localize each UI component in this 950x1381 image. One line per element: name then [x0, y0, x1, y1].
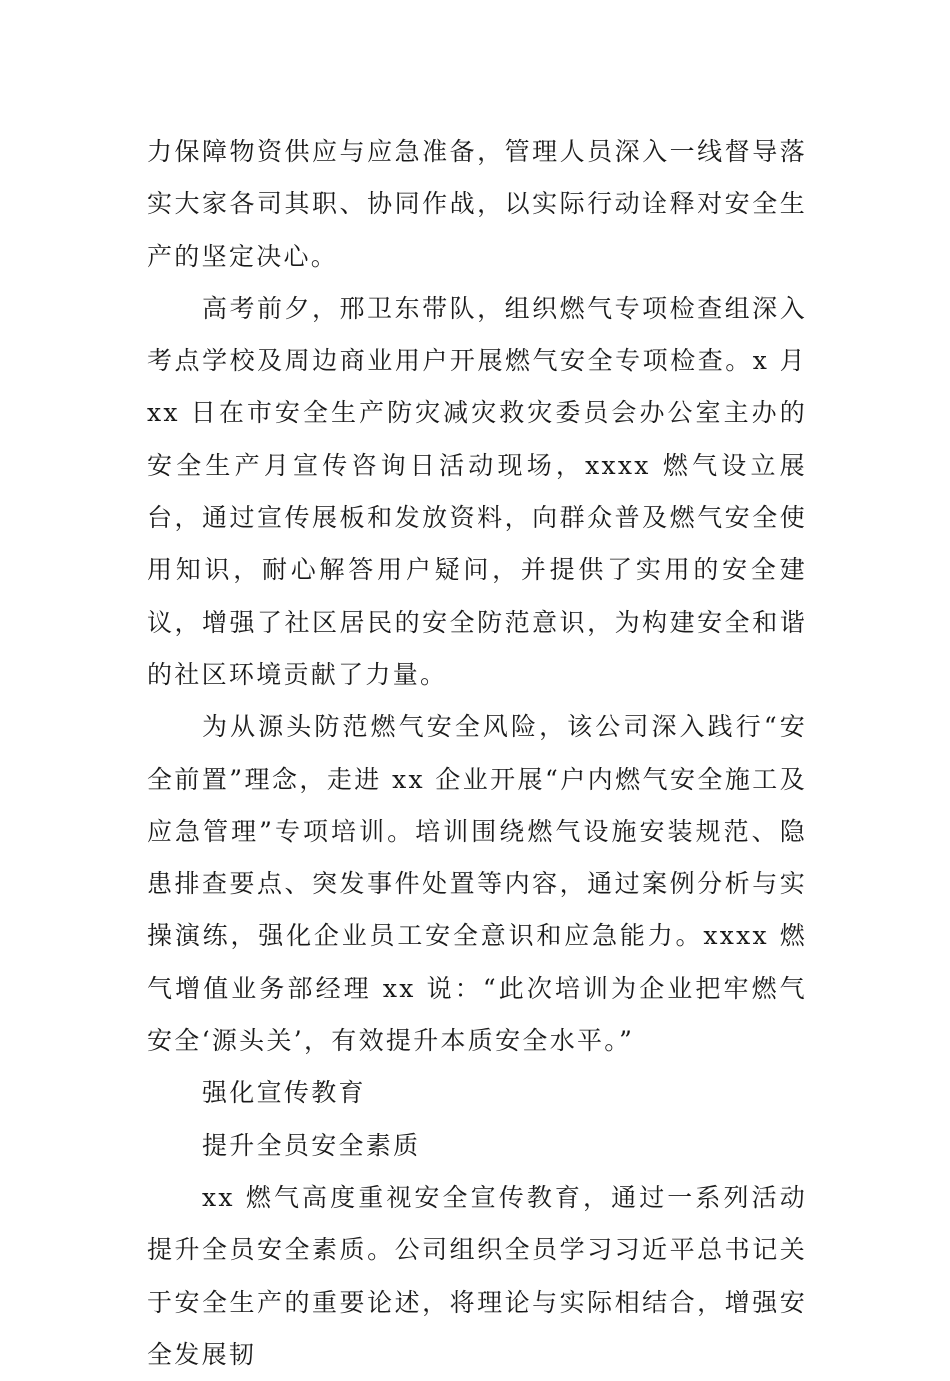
paragraph-safety-training: 为从源头防范燃气安全风险，该公司深入践行“安全前置”理念，走进 xx 企业开展“户内燃气安全施工及应急管理”专项培训。培训围绕燃气设施安装规范、隐患排查要点、突发事件处置等内容，通过案例分析与实操演练，强化企业员工安全意识和应急能力。xxxx 燃气增值业务部经理 xx 说：“此次培训为企业把牢燃气安全‘源头关’，有效提升本质安全水平。” [147, 712, 807, 1056]
document-body [147, 126, 807, 1381]
paragraph-safety-education: xx 燃气高度重视安全宣传教育，通过一系列活动提升全员安全素质。公司组织全员学习习近平总书记关于安全生产的重要论述，将理论与实际相结合，增强安全发展韧 [147, 1182, 807, 1369]
paragraph-exam-inspection: 高考前夕，邢卫东带队，组织燃气专项检查组深入考点学校及周边商业用户开展燃气安全专项检查。x 月 xx 日在市安全生产防灾减灾救灾委员会办公室主办的安全生产月宣传咨询日活动现场，xxxx 燃气设立展台，通过宣传展板和发放资料，向群众普及燃气安全使用知识，耐心解答用户疑问，并提供了实用的安全建议，增强了社区居民的安全防范意识，为构建安全和谐的社区环境贡献了力量。 [147, 293, 807, 689]
section-heading-publicity: 强化宣传教育 [202, 1078, 366, 1108]
paragraph-continuation: 力保障物资供应与应急准备，管理人员深入一线督导落实大家各司其职、协同作战，以实际行动诠释对安全生产的坚定决心。 [147, 137, 807, 271]
section-subheading-quality: 提升全员安全素质 [202, 1130, 421, 1160]
